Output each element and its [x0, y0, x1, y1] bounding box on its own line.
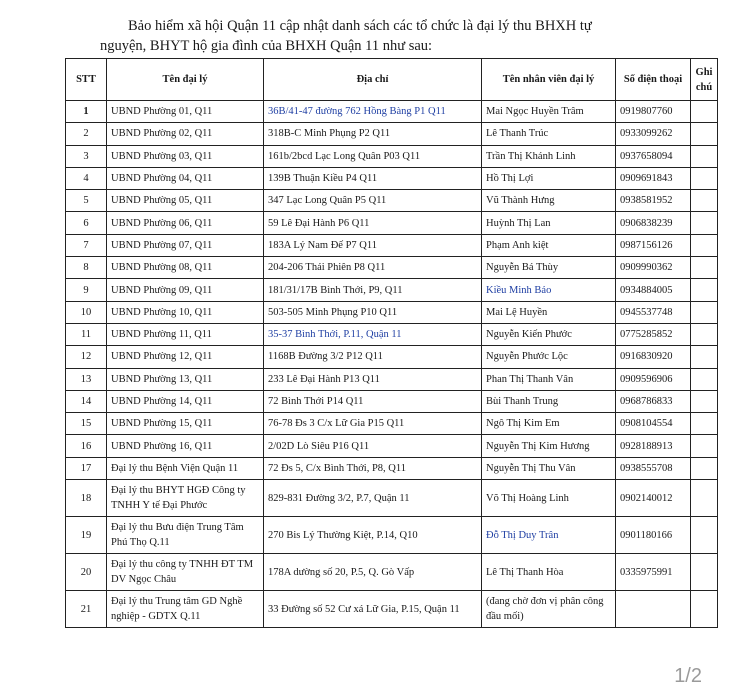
table-row — [66, 554, 718, 591]
cell-stt: 16 — [66, 435, 107, 457]
cell-phone: 0968786833 — [616, 390, 691, 412]
cell-phone: 0938581952 — [616, 190, 691, 212]
cell-stt: 5 — [66, 190, 107, 212]
cell-agent: UBND Phường 10, Q11 — [107, 301, 264, 323]
table-row — [66, 480, 718, 517]
cell-address: 2/02D Lò Siêu P16 Q11 — [264, 435, 482, 457]
cell-address: 204-206 Thái Phiên P8 Q11 — [264, 257, 482, 279]
cell-address: 1168B Đường 3/2 P12 Q11 — [264, 346, 482, 368]
cell-address: 270 Bis Lý Thường Kiệt, P.14, Q10 — [264, 517, 482, 554]
cell-stt: 15 — [66, 413, 107, 435]
table-row — [66, 190, 718, 212]
cell-note — [691, 413, 718, 435]
cell-address: 161b/2bcd Lạc Long Quân P03 Q11 — [264, 145, 482, 167]
cell-note — [691, 554, 718, 591]
col-header-phone: Số điện thoại — [616, 59, 691, 101]
cell-address: 183A Lý Nam Đế P7 Q11 — [264, 234, 482, 256]
cell-note — [691, 368, 718, 390]
cell-phone: 0933099262 — [616, 123, 691, 145]
cell-address: 36B/41-47 đường 762 Hồng Bàng P1 Q11 — [264, 101, 482, 123]
cell-address: 139B Thuận Kiều P4 Q11 — [264, 167, 482, 189]
cell-note — [691, 234, 718, 256]
cell-phone: 0938555708 — [616, 457, 691, 479]
cell-stt: 2 — [66, 123, 107, 145]
table-row — [66, 346, 718, 368]
cell-phone: 0902140012 — [616, 480, 691, 517]
table-row — [66, 234, 718, 256]
cell-stt: 14 — [66, 390, 107, 412]
col-header-staff: Tên nhân viên đại lý — [482, 59, 616, 101]
cell-phone: 0901180166 — [616, 517, 691, 554]
cell-note — [691, 457, 718, 479]
cell-staff: Lê Thanh Trúc — [482, 123, 616, 145]
cell-staff: Nguyễn Phước Lộc — [482, 346, 616, 368]
cell-agent: Đại lý thu BHYT HGĐ Công ty TNHH Y tế Đại Phước — [107, 480, 264, 517]
table-row — [66, 257, 718, 279]
cell-phone — [616, 591, 691, 628]
cell-note — [691, 101, 718, 123]
cell-stt: 13 — [66, 368, 107, 390]
table-row — [66, 591, 718, 628]
table-row — [66, 145, 718, 167]
cell-phone: 0909990362 — [616, 257, 691, 279]
table-row — [66, 279, 718, 301]
cell-staff: (đang chờ đơn vị phân công đầu mối) — [482, 591, 616, 628]
cell-address: 178A dường số 20, P.5, Q. Gò Vấp — [264, 554, 482, 591]
table-row — [66, 413, 718, 435]
table-row — [66, 301, 718, 323]
cell-stt: 3 — [66, 145, 107, 167]
cell-agent: UBND Phường 11, Q11 — [107, 323, 264, 345]
cell-staff: Hồ Thị Lợi — [482, 167, 616, 189]
cell-agent: UBND Phường 16, Q11 — [107, 435, 264, 457]
cell-agent: UBND Phường 08, Q11 — [107, 257, 264, 279]
cell-staff: Nguyễn Kiến Phước — [482, 323, 616, 345]
table-row — [66, 457, 718, 479]
cell-staff: Nguyễn Thị Thu Vân — [482, 457, 616, 479]
cell-staff: Mai Lệ Huyền — [482, 301, 616, 323]
table-row — [66, 435, 718, 457]
cell-agent: UBND Phường 02, Q11 — [107, 123, 264, 145]
intro-line-1: Bảo hiểm xã hội Quận 11 cập nhật danh sách các tổ chức là đại lý thu BHXH tự — [128, 18, 592, 34]
cell-staff: Phạm Anh kiệt — [482, 234, 616, 256]
cell-agent: UBND Phường 12, Q11 — [107, 346, 264, 368]
cell-phone: 0908104554 — [616, 413, 691, 435]
cell-agent: Đại lý thu Bệnh Viện Quận 11 — [107, 457, 264, 479]
col-header-stt: STT — [66, 59, 107, 101]
cell-agent: UBND Phường 15, Q11 — [107, 413, 264, 435]
cell-agent: UBND Phường 01, Q11 — [107, 101, 264, 123]
cell-agent: UBND Phường 07, Q11 — [107, 234, 264, 256]
cell-agent: UBND Phường 04, Q11 — [107, 167, 264, 189]
cell-address: 181/31/17B Bình Thới, P9, Q11 — [264, 279, 482, 301]
table-row — [66, 368, 718, 390]
cell-phone: 0919807760 — [616, 101, 691, 123]
cell-note — [691, 212, 718, 234]
cell-agent: UBND Phường 14, Q11 — [107, 390, 264, 412]
table-header-row — [66, 59, 718, 101]
cell-phone: 0945537748 — [616, 301, 691, 323]
cell-stt: 18 — [66, 480, 107, 517]
cell-stt: 19 — [66, 517, 107, 554]
cell-address: 72 Đs 5, C/x Bình Thới, P8, Q11 — [264, 457, 482, 479]
cell-stt: 8 — [66, 257, 107, 279]
col-header-agent: Tên đại lý — [107, 59, 264, 101]
cell-stt: 20 — [66, 554, 107, 591]
cell-stt: 9 — [66, 279, 107, 301]
cell-address: 33 Đường số 52 Cư xá Lữ Gia, P.15, Quận 11 — [264, 591, 482, 628]
cell-stt: 21 — [66, 591, 107, 628]
cell-staff: Võ Thị Hoàng Linh — [482, 480, 616, 517]
cell-phone: 0775285852 — [616, 323, 691, 345]
col-header-note: Ghi chú — [691, 59, 718, 101]
cell-address: 318B-C Minh Phụng P2 Q11 — [264, 123, 482, 145]
cell-note — [691, 591, 718, 628]
cell-agent: Đại lý thu Bưu điện Trung Tâm Phú Thọ Q.11 — [107, 517, 264, 554]
cell-note — [691, 346, 718, 368]
table-row — [66, 517, 718, 554]
cell-phone: 0916830920 — [616, 346, 691, 368]
cell-stt: 6 — [66, 212, 107, 234]
cell-address: 829-831 Đường 3/2, P.7, Quận 11 — [264, 480, 482, 517]
cell-stt: 7 — [66, 234, 107, 256]
cell-agent: Đại lý thu Trung tâm GD Nghề nghiệp - GDTX Q.11 — [107, 591, 264, 628]
cell-stt: 11 — [66, 323, 107, 345]
cell-staff: Vũ Thành Hưng — [482, 190, 616, 212]
cell-address: 72 Bình Thới P14 Q11 — [264, 390, 482, 412]
cell-note — [691, 167, 718, 189]
cell-staff: Mai Ngọc Huyền Trâm — [482, 101, 616, 123]
cell-note — [691, 517, 718, 554]
table-row — [66, 212, 718, 234]
table-row — [66, 101, 718, 123]
cell-stt: 12 — [66, 346, 107, 368]
cell-phone: 0906838239 — [616, 212, 691, 234]
cell-phone: 0909596906 — [616, 368, 691, 390]
cell-note — [691, 323, 718, 345]
cell-staff: Ngô Thị Kim Em — [482, 413, 616, 435]
cell-staff: Kiều Minh Bảo — [482, 279, 616, 301]
cell-note — [691, 301, 718, 323]
cell-staff: Lê Thị Thanh Hòa — [482, 554, 616, 591]
agents-table — [65, 58, 718, 628]
cell-stt: 1 — [66, 101, 107, 123]
cell-note — [691, 435, 718, 457]
cell-phone: 0928188913 — [616, 435, 691, 457]
cell-note — [691, 279, 718, 301]
cell-staff: Phan Thị Thanh Vân — [482, 368, 616, 390]
cell-address: 503-505 Minh Phụng P10 Q11 — [264, 301, 482, 323]
cell-staff: Nguyễn Thị Kim Hương — [482, 435, 616, 457]
table-row — [66, 123, 718, 145]
cell-phone: 0909691843 — [616, 167, 691, 189]
cell-stt: 4 — [66, 167, 107, 189]
col-header-address: Địa chỉ — [264, 59, 482, 101]
cell-note — [691, 480, 718, 517]
page-indicator: 1/2 — [674, 665, 702, 687]
cell-address: 35-37 Bình Thới, P.11, Quận 11 — [264, 323, 482, 345]
cell-stt: 10 — [66, 301, 107, 323]
cell-staff: Trần Thị Khánh Linh — [482, 145, 616, 167]
cell-staff: Bùi Thanh Trung — [482, 390, 616, 412]
cell-agent: Đại lý thu công ty TNHH ĐT TM DV Ngọc Châu — [107, 554, 264, 591]
cell-agent: UBND Phường 09, Q11 — [107, 279, 264, 301]
cell-address: 347 Lạc Long Quân P5 Q11 — [264, 190, 482, 212]
table-row — [66, 167, 718, 189]
cell-note — [691, 123, 718, 145]
cell-address: 76-78 Đs 3 C/x Lữ Gia P15 Q11 — [264, 413, 482, 435]
cell-agent: UBND Phường 05, Q11 — [107, 190, 264, 212]
cell-agent: UBND Phường 06, Q11 — [107, 212, 264, 234]
cell-note — [691, 390, 718, 412]
cell-address: 59 Lê Đại Hành P6 Q11 — [264, 212, 482, 234]
cell-note — [691, 257, 718, 279]
cell-staff: Huỳnh Thị Lan — [482, 212, 616, 234]
cell-staff: Nguyễn Bá Thùy — [482, 257, 616, 279]
cell-phone: 0934884005 — [616, 279, 691, 301]
intro-line-2: nguyện, BHYT hộ gia đình của BHXH Quận 11 như sau: — [100, 38, 433, 54]
document-intro — [100, 16, 682, 56]
cell-phone: 0987156126 — [616, 234, 691, 256]
cell-note — [691, 145, 718, 167]
cell-stt: 17 — [66, 457, 107, 479]
cell-agent: UBND Phường 13, Q11 — [107, 368, 264, 390]
cell-staff: Đỗ Thị Duy Trân — [482, 517, 616, 554]
cell-phone: 0937658094 — [616, 145, 691, 167]
cell-phone: 0335975991 — [616, 554, 691, 591]
cell-address: 233 Lê Đại Hành P13 Q11 — [264, 368, 482, 390]
cell-note — [691, 190, 718, 212]
table-row — [66, 390, 718, 412]
cell-agent: UBND Phường 03, Q11 — [107, 145, 264, 167]
table-row — [66, 323, 718, 345]
